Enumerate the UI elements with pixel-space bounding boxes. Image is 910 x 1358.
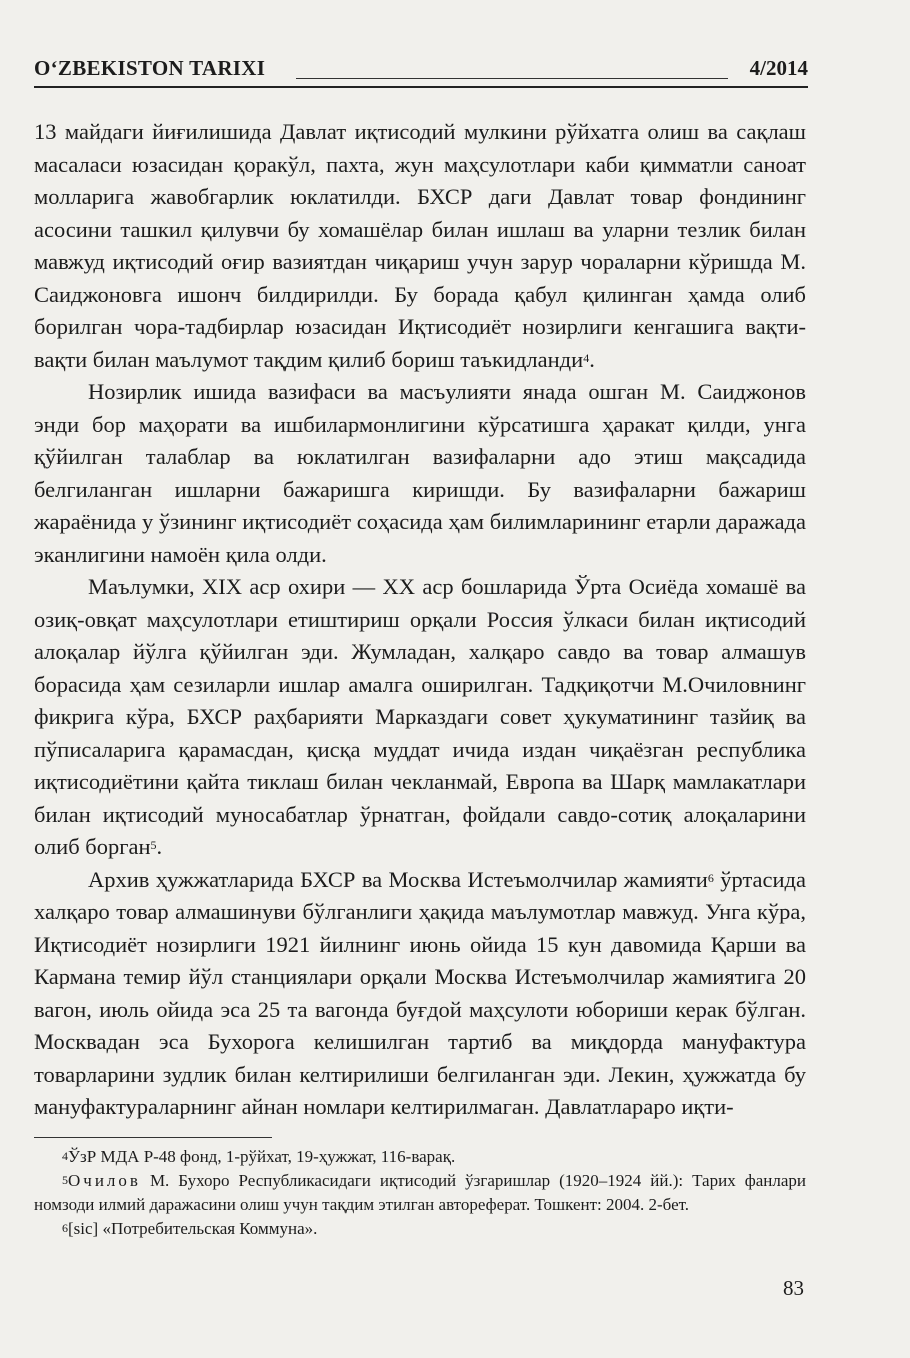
footnote-6 bbox=[34, 1217, 806, 1241]
paragraph-4-text: Архив ҳужжатларида БХСР ва Москва Истеъмолчилар жамияти bbox=[88, 866, 708, 892]
paragraph-2 bbox=[34, 376, 806, 571]
paragraph-3 bbox=[34, 571, 806, 864]
footnote-ref-5[interactable]: 5 bbox=[150, 838, 157, 852]
paragraph-2-text: Нозирлик ишида вазифаси ва масъулияти янада ошган М. Саиджонов энди бор маҳорати ва ишбилармонлигини кўрсатишга ҳаракат қилди, унга қўйилган талаблар ва юклатилган вазифаларни адо этиш мақсадида белгиланган ишларни бажаришга киришди. Бу вазифаларни бажариш жараёнида у ўзининг иқтисодиёт соҳасида ҳам билимларининг етарли даражада эканлигини намоён қила олди. bbox=[34, 379, 806, 567]
article-body bbox=[34, 116, 806, 1124]
footnote-mark: 6 bbox=[62, 1221, 68, 1235]
header-rule bbox=[296, 78, 728, 79]
paragraph-4-tail: ўртасида халқаро товар алмашинуви бўлганлиги ҳақида маълумотлар мавжуд. Унга кўра, Иқтисодиёт нозирлиги 1921 йилнинг июнь ойида 15 кун давомида Қарши ва Кармана темир йўл станциялари орқали Москва Истеъмолчилар жамиятига 20 вагон, июль ойида эса 25 та вагонда буғдой маҳсулоти юбориши керак бўлган. Москвадан эса Бухорога келишилган тартиб ва миқдорда мануфактура товарларини зудлик билан келтирилиши белгиланган эди. Лекин, ҳужжатда бу мануфактураларнинг айнан номлари келтирилмаган. Давлатлараро иқти- bbox=[34, 866, 806, 1119]
issue-number: 4/2014 bbox=[749, 56, 808, 80]
footnotes bbox=[34, 1145, 806, 1241]
footnote-text: ЎзР МДА Р-48 фонд, 1-рўйхат, 19-ҳужжат, 116-варақ. bbox=[68, 1147, 456, 1166]
footnote-text: [sic] «Потребительская Коммуна». bbox=[68, 1219, 318, 1238]
footnote-4 bbox=[34, 1145, 806, 1169]
footnote-ref-6[interactable]: 6 bbox=[707, 870, 714, 885]
footnote-ref-4[interactable]: 4 bbox=[583, 350, 590, 365]
footnote-mark: 5 bbox=[62, 1173, 68, 1187]
paragraph-3-text: Маълумки, XIX аср охири — XX аср бошларида Ўрта Осиёда хомашё ва озиқ-овқат маҳсулотлари етиштириш орқали Россия ўлкаси билан иқтисодий алоқалар йўлга қўйилган эди. Жумладан, халқаро савдо ва товар алмашув борасида ҳам сезиларли ишлар амалга оширилган. Тадқиқотчи М.Очиловнинг фикрига кўра, БХСР раҳбарияти Марказдаги совет ҳукуматининг тазйиқ ва пўписаларига қарамасдан, қисқа муддат ичида издан чиқаёзган республика иқтисодиётини қайта тиклаш билан чекланмай, Европа ва Шарқ мамлакатлари билан иқтисодий муносабатлар ўрнатган, фойдали савдо-сотиқ алоқаларини олиб борган bbox=[34, 574, 806, 859]
footnote-mark: 4 bbox=[62, 1149, 68, 1163]
paragraph-1: 13 майдаги йиғилишида Давлат иқтисодий мулкини рўйхатга олиш ва сақлаш масаласи юзасидан қоракўл, пахта, жун маҳсулотлари каби қимматли саноат молларига жавобгарлик юклатилди. БХСР даги Давлат товар фондининг асосини ташкил қилувчи бу хомашёлар билан ишлаш ва уларни тезлик билан мавжуд иқтисодий оғир вазиятдан чиқариш учун зарур чораларни кўришда М. Саиджоновга ишонч билдирилди. Бу борада қабул қилинган ҳамда олиб борилган чора-тадбирлар юзасидан Иқтисодиёт нозирлиги кенгашига вақти-вақти билан маълумот тақдим қилиб бориш таъкидланди$^4$. bbox=[34, 119, 806, 372]
paragraph-3-tail: . bbox=[156, 834, 163, 859]
footnote-5 bbox=[34, 1169, 806, 1217]
paragraph-1-text: 13 майдаги йиғилишида Давлат иқтисодий мулкини рўйхатга олиш ва сақлаш масаласи юзасидан қоракўл, пахта, жун маҳсулотлари каби қимматли саноат молларига жавобгарлик юклатилди. БХСР даги Давлат товар фондининг асосини ташкил қилувчи бу хомашёлар билан ишлаш ва уларни тезлик билан мавжуд иқтисодий оғир вазиятдан чиқариш учун зарур чораларни кўришда М. Саиджоновга ишонч билдирилди. Бу борада қабул қилинган ҳамда олиб борилган чора-тадбирлар юзасидан Иқтисодиёт нозирлиги кенгашига вақти-вақти билан маълумот тақдим қилиб бориш таъкидланди bbox=[34, 119, 806, 372]
footnote-separator bbox=[34, 1137, 272, 1138]
footnote-text: М. Бухоро Республикасидаги иқтисодий ўзгаришлар (1920–1924 йй.): Тарих фанлари номзоди илмий даражасини олиш учун тақдим этилган автореферат. Тошкент: 2004. 2-бет. bbox=[34, 1171, 806, 1214]
running-header bbox=[34, 56, 808, 90]
paragraph-4 bbox=[34, 864, 806, 1124]
footnote-author: Очилов bbox=[68, 1171, 141, 1190]
page-number: 83 bbox=[783, 1276, 804, 1300]
journal-title: O‘ZBEKISTON TARIXI bbox=[34, 56, 266, 80]
header-divider bbox=[34, 86, 808, 88]
